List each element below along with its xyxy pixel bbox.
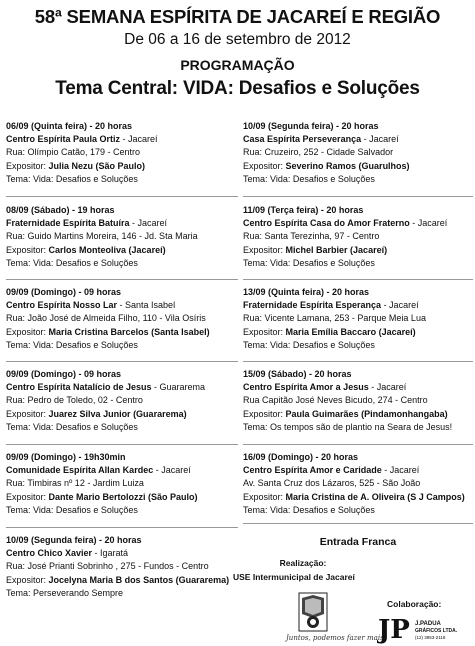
event-block — [6, 204, 238, 270]
event-address: Rua: Timbiras nº 12 - Jardim Luiza — [6, 478, 144, 489]
event-date: 11/09 (Terça feira) - 20 horas — [243, 205, 364, 215]
center-city: - Jacareí — [120, 134, 158, 145]
slogan: Juntos, podemos fazer mais. — [286, 634, 386, 642]
event-speaker — [6, 160, 238, 173]
center-name: Centro Espírita Amor e Caridade — [243, 465, 382, 476]
speaker-prefix: Expositor: — [243, 160, 286, 171]
jpadua-logo — [377, 614, 473, 644]
speaker-prefix: Expositor: — [6, 408, 49, 419]
speaker-name: Dante Mario Bertolozzi (São Paulo) — [48, 491, 198, 502]
event-theme: Tema: Vida: Desafios e Soluções — [6, 504, 138, 515]
center-city: - Santa Isabel — [117, 300, 176, 311]
center-name: Centro Espírita Amor a Jesus — [243, 382, 369, 393]
center-name: Centro Espírita Natalício de Jesus — [6, 382, 152, 393]
divider — [243, 279, 473, 280]
event-theme: Tema: Vida: Desafios e Soluções — [6, 173, 138, 184]
center-name: Centro Espírita Nosso Lar — [6, 300, 118, 311]
event-block — [243, 286, 473, 352]
event-address: Rua: Guido Martins Moreira, 146 - Jd. Sta Maria — [6, 231, 198, 242]
event-center — [6, 217, 238, 230]
event-block — [6, 286, 238, 352]
event-date: 06/09 (Quinta feira) - 20 horas — [6, 121, 133, 131]
event-theme: Tema: Vida: Desafios e Soluções — [6, 421, 138, 432]
divider — [243, 523, 473, 524]
speaker-prefix: Expositor: — [243, 326, 286, 337]
event-theme: Tema: Vida: Desafios e Soluções — [243, 257, 375, 268]
svg-text:GRÁFICOS LTDA.: GRÁFICOS LTDA. — [415, 628, 458, 634]
event-center — [6, 464, 238, 477]
event-center — [6, 547, 238, 560]
divider — [243, 444, 473, 445]
event-center — [243, 464, 473, 477]
event-address: Rua: Cruzeiro, 252 - Cidade Salvador — [243, 147, 394, 158]
divider — [6, 527, 238, 528]
center-city: - Igaratá — [92, 548, 129, 559]
event-date: 08/09 (Sábado) - 19 horas — [6, 205, 115, 215]
event-address: Rua: José Prianti Sobrinho , 275 - Fundos - Centro — [6, 561, 209, 572]
realizacao-organization: USE Intermunicipal de Jacareí — [233, 572, 355, 582]
event-dates: De 06 a 16 de setembro de 2012 — [124, 31, 351, 48]
speaker-name: Maria Cristina de A. Oliveira (S J Campos) — [285, 491, 465, 502]
svg-text:J.PADUA: J.PADUA — [415, 621, 441, 627]
event-speaker — [6, 244, 238, 257]
center-city: - Jacareí — [381, 465, 420, 476]
event-speaker — [243, 160, 473, 173]
event-address: Rua: Santa Terezinha, 97 - Centro — [243, 231, 380, 242]
speaker-prefix: Expositor: — [6, 244, 49, 255]
event-speaker — [243, 326, 473, 339]
speaker-prefix: Expositor: — [6, 160, 49, 171]
speaker-name: Juarez Silva Junior (Guararema) — [48, 408, 187, 419]
event-center — [243, 299, 473, 312]
speaker-name: Maria Emília Baccaro (Jacareí) — [285, 326, 416, 337]
event-speaker — [6, 408, 238, 421]
divider — [6, 279, 238, 280]
event-date: 10/09 (Segunda feira) - 20 horas — [6, 535, 142, 545]
center-name: Comunidade Espírita Allan Kardec — [6, 465, 154, 476]
center-name: Fraternidade Espírita Esperança — [243, 300, 382, 311]
speaker-name: Jocelyna Maria B dos Santos (Guararema) — [48, 574, 230, 585]
event-theme: Tema: Vida: Desafios e Soluções — [243, 173, 375, 184]
event-date: 10/09 (Segunda feira) - 20 horas — [243, 121, 379, 131]
divider — [243, 361, 473, 362]
event-address: Rua: Pedro de Toledo, 02 - Centro — [6, 395, 143, 406]
center-name: Casa Espírita Perseverança — [243, 134, 362, 145]
svg-text:(12) 3953-2118: (12) 3953-2118 — [415, 635, 446, 640]
divider — [243, 196, 473, 197]
event-date: 16/09 (Domingo) - 20 horas — [243, 452, 359, 462]
center-city: - Guararema — [151, 382, 206, 393]
event-speaker — [6, 326, 238, 339]
speaker-prefix: Expositor: — [243, 491, 286, 502]
speaker-name: Michel Barbier (Jacareí) — [285, 244, 388, 255]
event-address: Rua Capitão José Neves Bicudo, 274 - Centro — [243, 395, 428, 406]
event-theme: Tema: Vida: Desafios e Soluções — [6, 339, 138, 350]
divider — [6, 196, 238, 197]
event-theme: Tema: Os tempos são de plantio na Seara de Jesus! — [243, 421, 453, 432]
event-block — [6, 120, 238, 186]
event-date: 09/09 (Domingo) - 09 horas — [6, 369, 122, 379]
event-center — [243, 133, 473, 146]
event-block — [6, 534, 238, 600]
svg-text:JP: JP — [378, 615, 410, 644]
center-name: Centro Chico Xavier — [6, 548, 93, 559]
divider — [6, 361, 238, 362]
event-theme: Tema: Vida: Desafios e Soluções — [243, 504, 375, 515]
center-city: - Jacareí — [153, 465, 191, 476]
speaker-prefix: Expositor: — [243, 244, 286, 255]
speaker-name: Paula Guimarães (Pindamonhangaba) — [285, 408, 448, 419]
event-block — [243, 368, 473, 434]
event-speaker — [6, 491, 238, 504]
event-block — [243, 120, 473, 186]
center-city: - Jacareí — [361, 134, 399, 145]
event-theme: Tema: Perseverando Sempre — [6, 587, 124, 598]
event-speaker — [243, 491, 473, 504]
center-city: - Jacareí — [129, 218, 168, 229]
event-date: 13/09 (Quinta feira) - 20 horas — [243, 287, 370, 297]
speaker-name: Maria Cristina Barcelos (Santa Isabel) — [48, 326, 210, 337]
realizacao-title: Realização: — [279, 558, 327, 568]
speaker-prefix: Expositor: — [6, 574, 49, 585]
center-city: - Jacareí — [409, 218, 448, 229]
use-logo — [298, 592, 328, 632]
event-date: 15/09 (Sábado) - 20 horas — [243, 369, 352, 379]
event-speaker — [243, 408, 473, 421]
center-name: Fraternidade Espírita Batuíra — [6, 218, 130, 229]
page-title: 58ª SEMANA ESPÍRITA DE JACAREÍ E REGIÃO — [34, 6, 441, 27]
event-center — [6, 133, 238, 146]
event-block — [243, 204, 473, 270]
event-theme: Tema: Vida: Desafios e Soluções — [6, 257, 138, 268]
event-center — [243, 217, 473, 230]
event-address: Rua: João José de Almeida Filho, 110 - Vila Osíris — [6, 313, 206, 324]
speaker-name: Severino Ramos (Guarulhos) — [285, 160, 410, 171]
event-center — [6, 299, 238, 312]
event-center — [6, 381, 238, 394]
speaker-prefix: Expositor: — [6, 326, 49, 337]
event-address: Av. Santa Cruz dos Lázaros, 525 - São João — [243, 478, 421, 489]
event-block — [6, 368, 238, 434]
center-name: Centro Espírita Paula Ortiz — [6, 134, 121, 145]
speaker-name: Carlos Monteoliva (Jacareí) — [48, 244, 166, 255]
center-city: - Jacareí — [381, 300, 419, 311]
center-city: - Jacareí — [368, 382, 407, 393]
center-name: Centro Espírita Casa do Amor Fraterno — [243, 218, 410, 229]
event-address: Rua: Vicente Lamana, 253 - Parque Meia Lua — [243, 313, 426, 324]
speaker-prefix: Expositor: — [243, 408, 286, 419]
event-center — [243, 381, 473, 394]
event-address: Rua: Olímpio Catão, 179 - Centro — [6, 147, 141, 158]
event-block — [243, 451, 473, 517]
event-speaker — [6, 574, 238, 587]
program-heading: PROGRAMAÇÃO — [180, 57, 295, 73]
divider — [6, 444, 238, 445]
event-date: 09/09 (Domingo) - 09 horas — [6, 287, 122, 297]
colaboracao-title: Colaboração: — [387, 599, 442, 609]
speaker-prefix: Expositor: — [6, 491, 49, 502]
speaker-name: Julia Nezu (São Paulo) — [48, 160, 146, 171]
event-date: 09/09 (Domingo) - 19h30min — [6, 452, 126, 462]
event-block — [6, 451, 238, 517]
central-theme: Tema Central: VIDA: Desafios e Soluções — [55, 78, 420, 99]
event-theme: Tema: Vida: Desafios e Soluções — [243, 339, 375, 350]
event-speaker — [243, 244, 473, 257]
free-entry-label: Entrada Franca — [319, 536, 397, 548]
